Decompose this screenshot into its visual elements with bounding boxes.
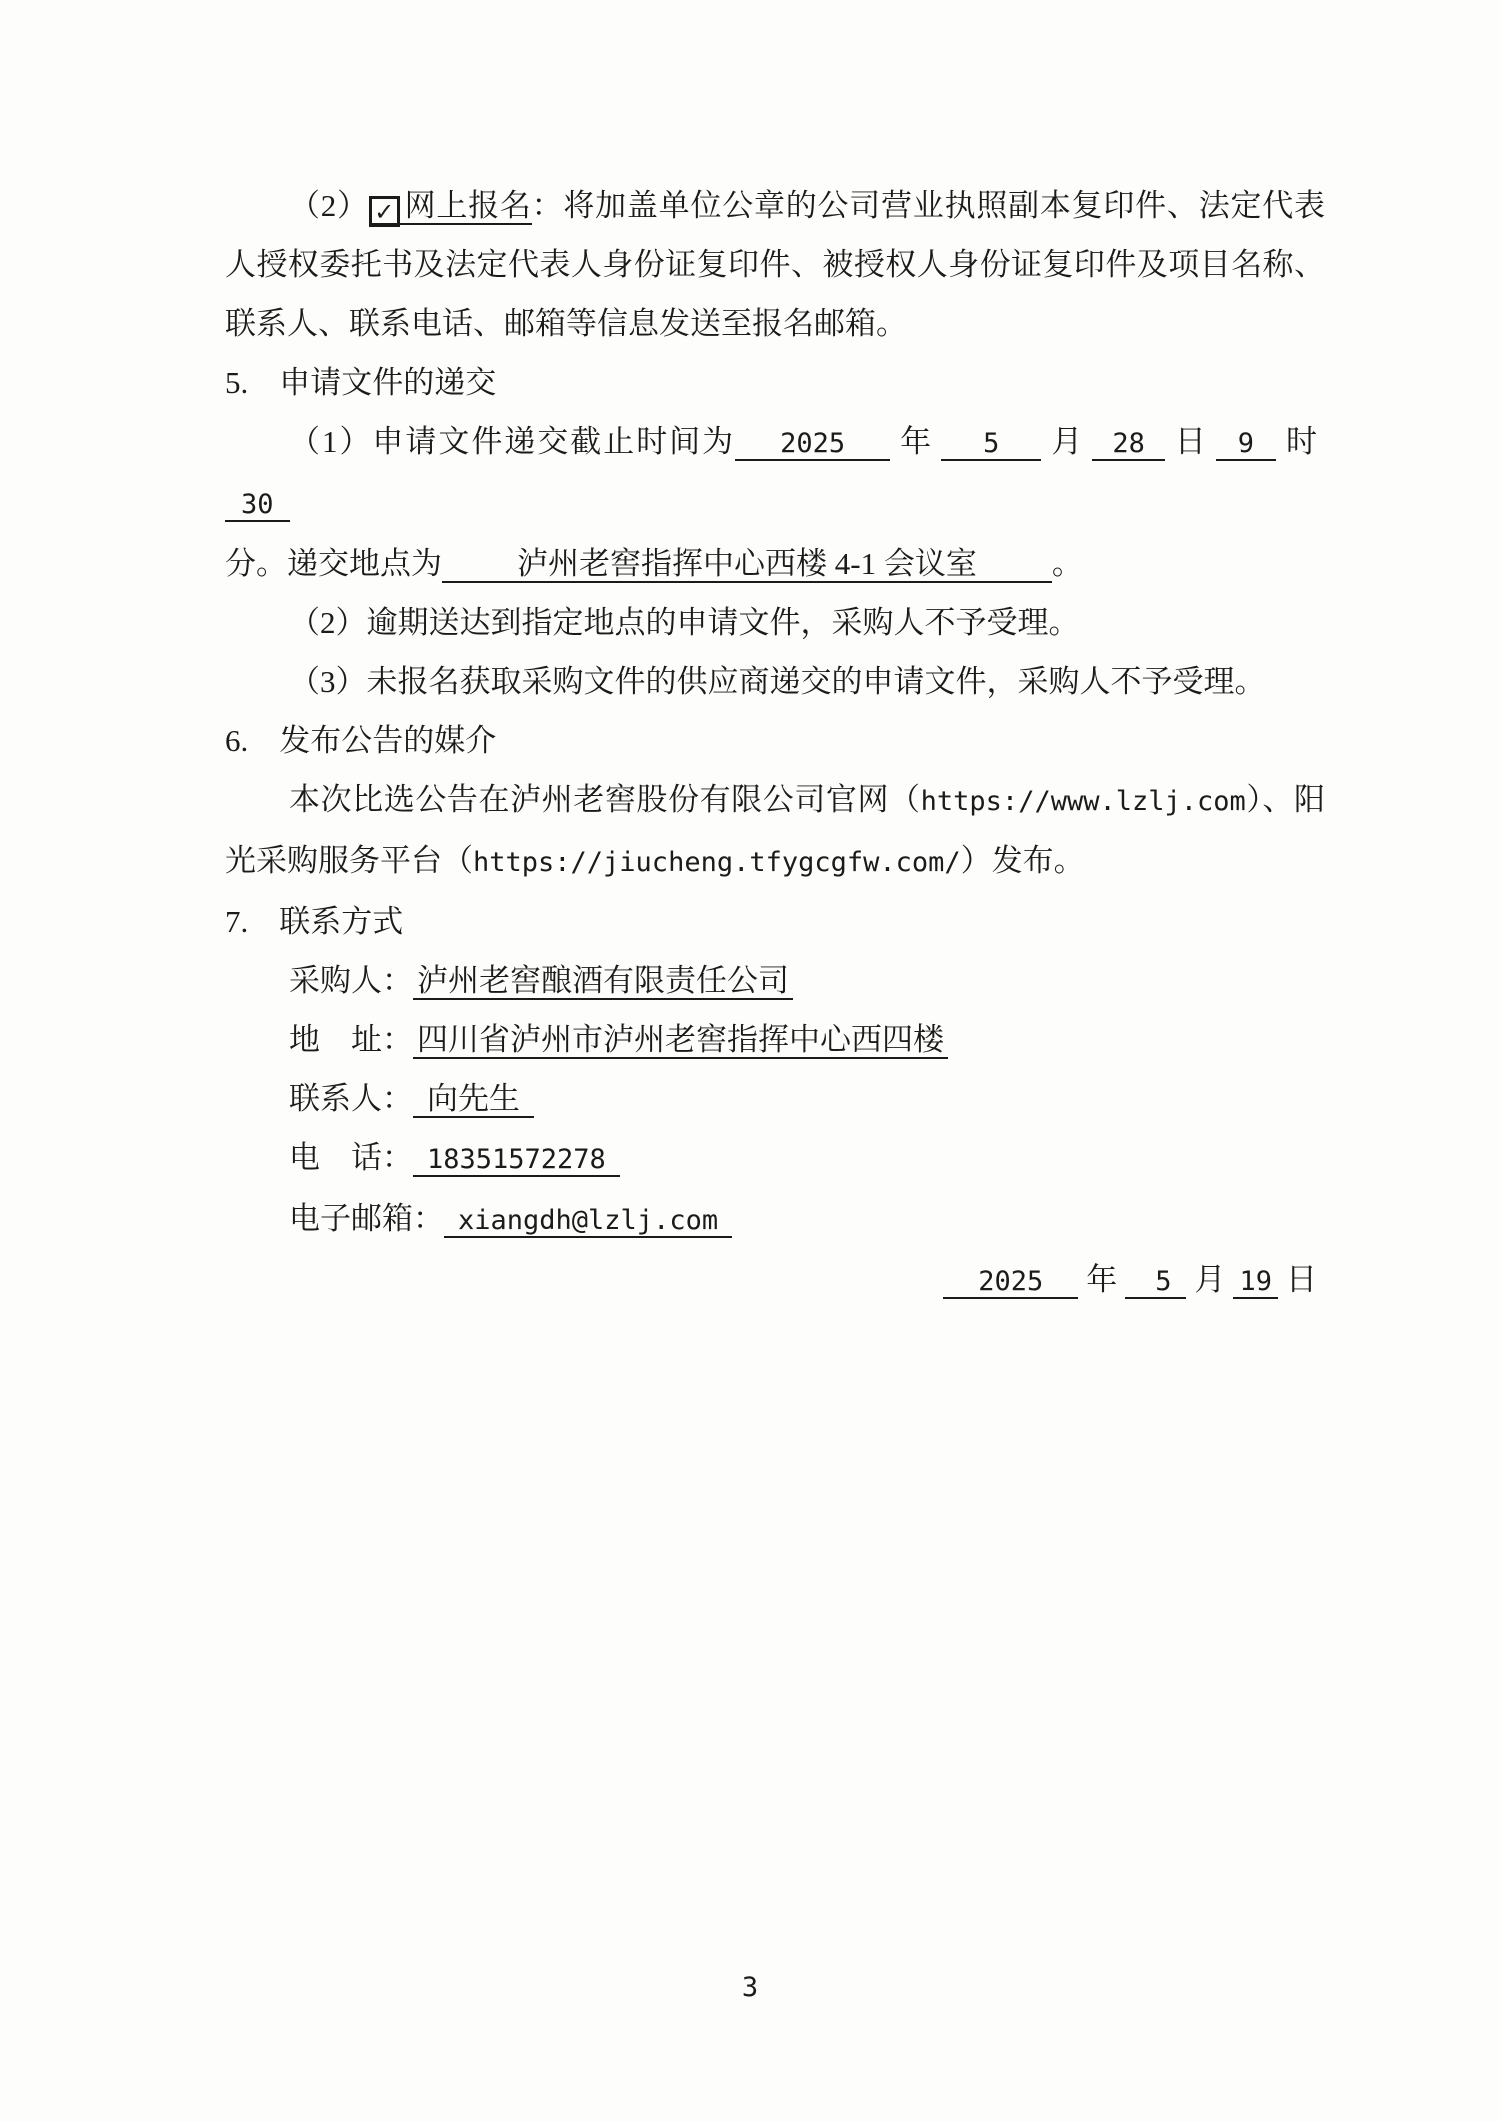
para-announcement-media (225, 770, 1325, 892)
contact-row-email (225, 1189, 1325, 1250)
deadline-minute-blank: 30 (225, 489, 290, 522)
deadline-continuation: 分。递交地点为 (225, 546, 442, 581)
purchaser-label: 采购人： (289, 963, 413, 998)
phone-label: 电 话： (289, 1140, 413, 1175)
contact-row-person (225, 1069, 1325, 1128)
year-unit: 年 (898, 424, 934, 459)
colon: ： (531, 188, 564, 223)
purchaser-value: 泸州老窖酿酒有限责任公司 (413, 963, 793, 1000)
deadline-day-blank: 28 (1092, 428, 1165, 461)
date-day-unit: 日 (1286, 1262, 1317, 1297)
checked-checkbox-icon: ✓ (369, 196, 400, 227)
hour-unit: 时 (1284, 424, 1318, 459)
date-month-blank: 5 (1125, 1266, 1186, 1299)
online-registration-label: 网上报名 (403, 188, 532, 223)
contact-row-address (225, 1010, 1325, 1069)
date-month-unit: 月 (1194, 1262, 1226, 1297)
media-text-3: ）发布。 (960, 843, 1085, 878)
media-text-1: 本次比选公告在泸州老窖股份有限公司官网（ (289, 782, 921, 817)
submission-location-blank: 泸州老窖指挥中心西楼 4-1 会议室 (442, 546, 1052, 583)
signature-date (225, 1250, 1325, 1311)
phone-value: 18351572278 (413, 1144, 620, 1177)
document-body (225, 176, 1325, 1311)
date-year-blank: 2025 (943, 1266, 1078, 1299)
official-website-url: https://www.lzlj.com (920, 786, 1246, 817)
deadline-prefix: （1）申请文件递交截止时间为 (289, 424, 736, 459)
heading-section-7: 7. 联系方式 (225, 904, 404, 939)
online-registration-underlined (369, 188, 532, 225)
address-label: 地 址： (289, 1022, 413, 1057)
media-text-2: ）、阳光采购服务平台（ (225, 782, 1326, 878)
month-unit: 月 (1049, 424, 1085, 459)
address-value: 四川省泸州市泸州老窖指挥中心西四楼 (413, 1022, 948, 1059)
day-unit: 日 (1172, 424, 1208, 459)
deadline-month-blank: 5 (941, 428, 1041, 461)
contact-row-phone (225, 1128, 1325, 1189)
date-year-unit: 年 (1086, 1262, 1118, 1297)
contact-row-purchaser (225, 951, 1325, 1010)
para-overdue: （2）逾期送达到指定地点的申请文件，采购人不予受理。 (289, 605, 1080, 640)
procurement-platform-url: https://jiucheng.tfygcgfw.com/ (473, 847, 961, 878)
contact-person-value: 向先生 (413, 1081, 534, 1118)
date-day-blank: 19 (1233, 1266, 1278, 1299)
para-not-registered: （3）未报名获取采购文件的供应商递交的申请文件，采购人不予受理。 (289, 664, 1266, 699)
deadline-hour-blank: 9 (1216, 428, 1276, 461)
para-deadline (225, 412, 1325, 593)
heading-section-6: 6. 发布公告的媒介 (225, 723, 497, 758)
online-registration-text: 将加盖单位公章的公司营业执照副本复印件、法定代表人授权委托书及法定代表人身份证复印件、被授权人身份证复印件及项目名称、联系人、联系电话、邮箱等信息发送至报名邮箱。 (225, 188, 1325, 341)
para-online-registration (225, 176, 1325, 353)
deadline-year-blank: 2025 (735, 428, 890, 461)
heading-section-5: 5. 申请文件的递交 (225, 365, 497, 400)
item-number: （2） (289, 188, 369, 223)
page-number: 3 (741, 1972, 759, 2003)
sentence-end: 。 (1051, 546, 1083, 581)
email-label: 电子邮箱： (289, 1201, 444, 1236)
email-value: xiangdh@lzlj.com (444, 1205, 732, 1238)
contact-person-label: 联系人： (289, 1081, 413, 1116)
